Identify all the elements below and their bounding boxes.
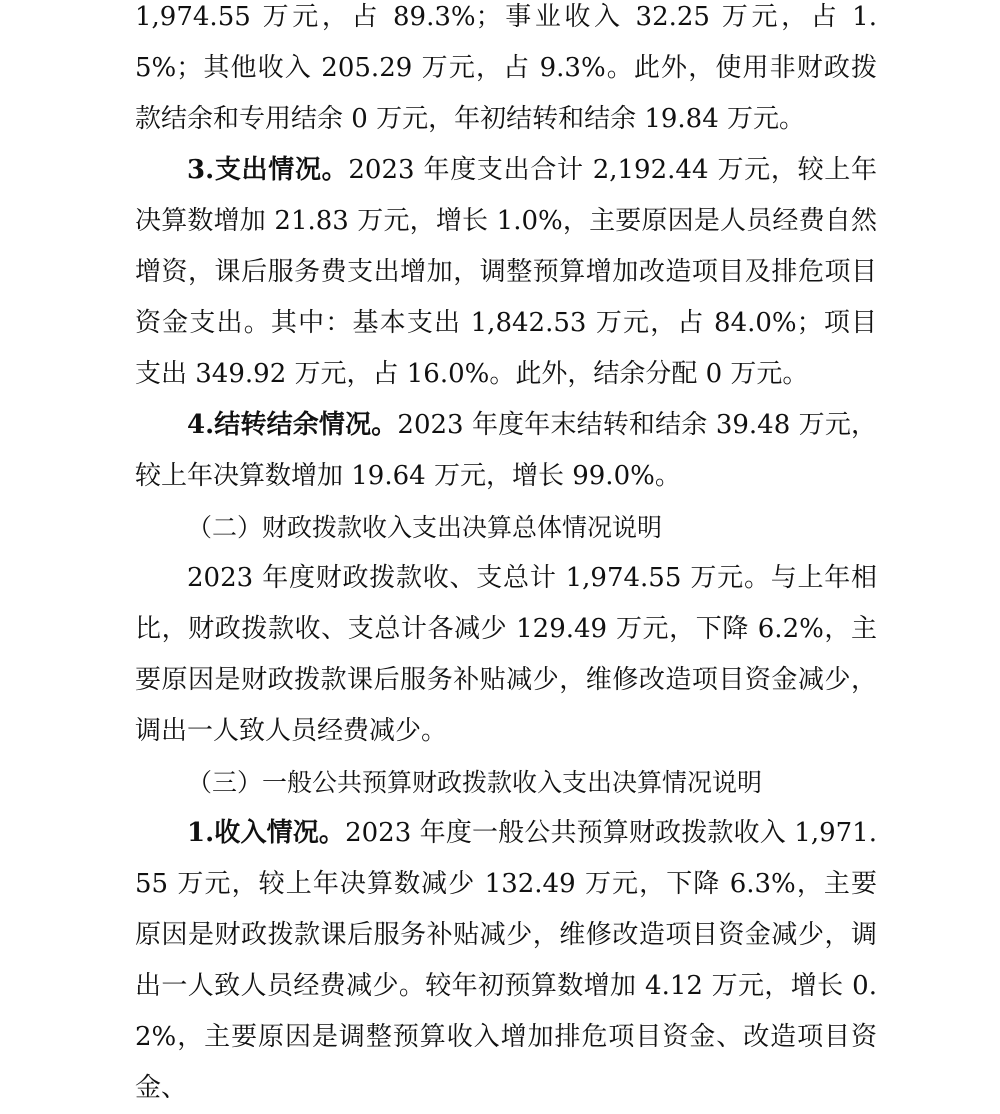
- paragraph-fiscal-overview: [135, 553, 877, 757]
- paragraph-carryover: [135, 400, 877, 502]
- paragraph-text: 2023 年度财政拨款收、支总计 1,974.55 万元。与上年相比，财政拨款收、支总计各减少 129.49 万元，下降 6.2%，主要原因是财政拨款课后服务补贴减少，维修改造项目资金减少，调出一人致人员经费减少。: [135, 563, 877, 746]
- paragraph-text: 2023 年度支出合计 2,192.44 万元，较上年决算数增加 21.83 万元，增长 1.0%，主要原因是人员经费自然增资，课后服务费支出增加，调整预算增加改造项目及排危项目资金支出。其中：基本支出 1,842.53 万元，占 84.0%；项目支出 349.92 万元，占 16.0%。此外，结余分配 0 万元。: [135, 155, 877, 389]
- paragraph-text: 1,974.55 万元，占 89.3%；事业收入 32.25 万元，占 1.5%；其他收入 205.29 万元，占 9.3%。此外，使用非财政拨款结余和专用结余 0 万元，年初结转和结余 19.84 万元。: [135, 2, 877, 134]
- paragraph-lead: 3.支出情况。: [187, 155, 349, 185]
- paragraph-lead: 4.结转结余情况。: [187, 410, 398, 440]
- paragraph-text: 2023 年度一般公共预算财政拨款收入 1,971.55 万元，较上年决算数减少 132.49 万元，下降 6.3%，主要原因是财政拨款课后服务补贴减少，维修改造项目资金减少，调出一人致人员经费减少。较年初预算数增加 4.12 万元，增长 0.2%，主要原因是调整预算收入增加排危项目资金、改造项目资金、: [135, 818, 877, 1103]
- section-heading-3: （三）一般公共预算财政拨款收入支出决算情况说明: [187, 768, 763, 797]
- paragraph-expenditure: [135, 145, 877, 400]
- document-page: [135, 0, 877, 1114]
- paragraph-text: 2023 年度年末结转和结余 39.48 万元，较上年决算数增加 19.64 万元，增长 99.0%。: [135, 410, 877, 491]
- paragraph-income-continued: [135, 0, 877, 145]
- paragraph-general-budget-income: [135, 808, 877, 1114]
- section-heading-2: （二）财政拨款收入支出决算总体情况说明: [187, 513, 663, 542]
- paragraph-lead: 1.收入情况。: [187, 818, 346, 848]
